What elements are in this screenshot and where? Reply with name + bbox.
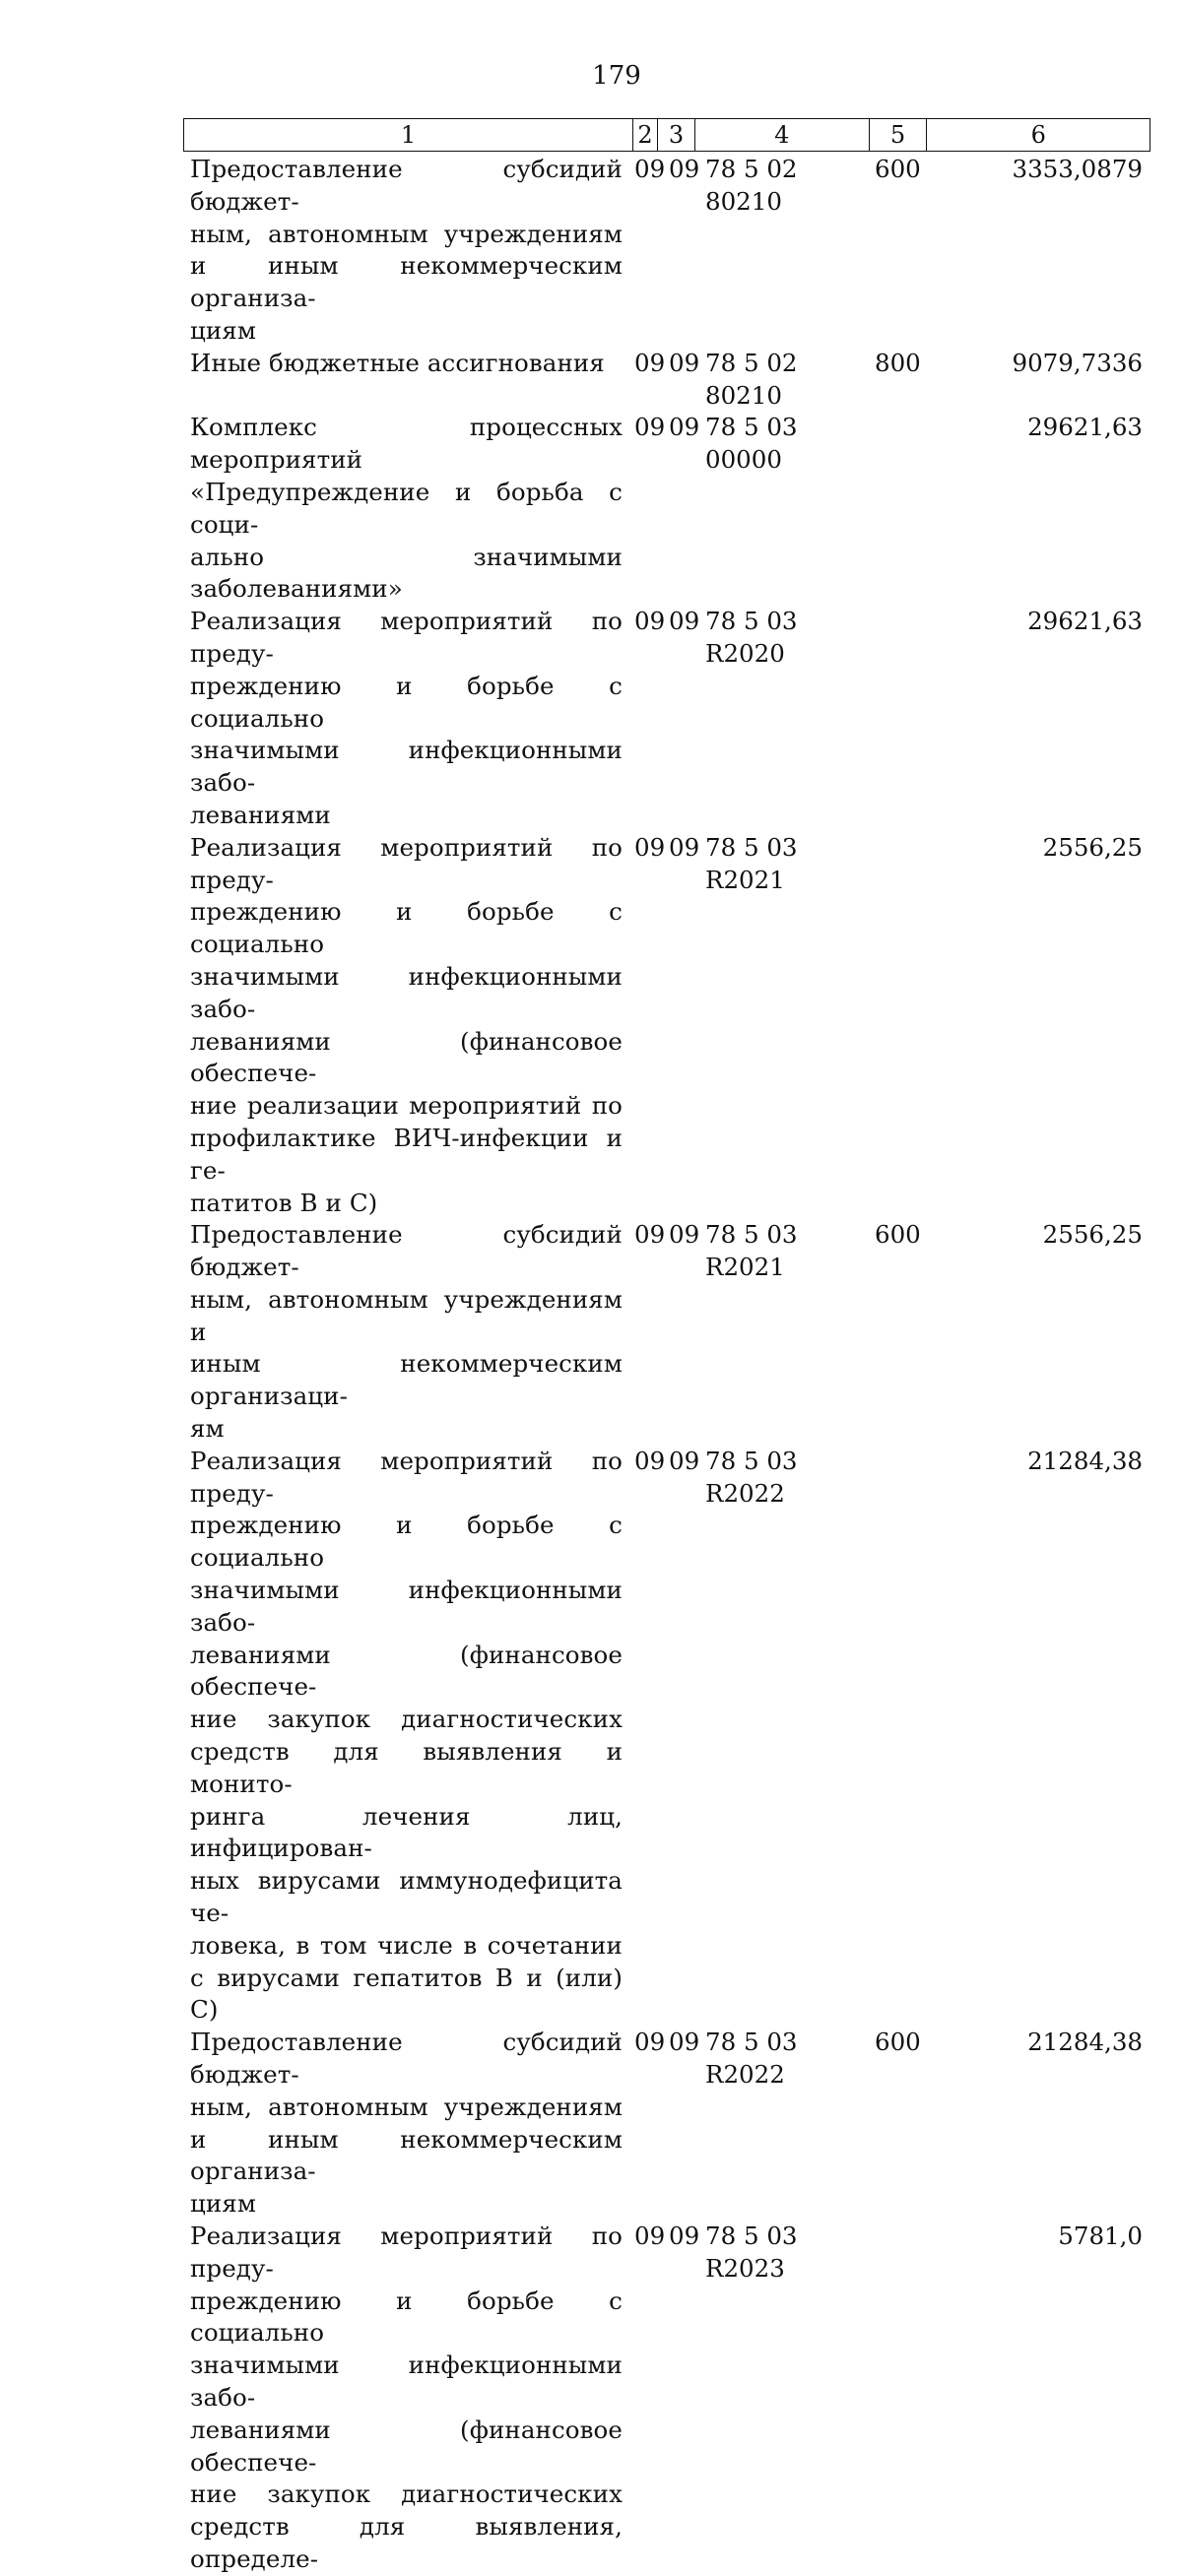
description-line: Реализация мероприятий по преду- <box>190 832 623 894</box>
description-line: и иным некоммерческим организа- <box>190 251 623 313</box>
description-line: ным, автономным учреждениям <box>190 2092 623 2121</box>
subsection-code: 09 <box>669 348 700 377</box>
subsection-code: 09 <box>669 413 700 442</box>
page-number: 179 <box>592 61 641 91</box>
table-row <box>190 412 1155 606</box>
table-row <box>190 2221 1155 2576</box>
description-line: «Предупреждение и борьба с соци- <box>190 477 623 539</box>
header-col-5: 5 <box>870 119 928 151</box>
description-line: Реализация мероприятий по преду- <box>190 1446 623 1508</box>
target-article-code: 78 5 03 R2022 <box>705 1446 798 1508</box>
target-article-code: 78 5 03 R2021 <box>705 1220 798 1282</box>
expense-type-code: 600 <box>875 2028 921 2057</box>
description-line: Реализация мероприятий по преду- <box>190 607 623 668</box>
table-row <box>190 832 1155 1220</box>
amount: 29621,63 <box>1027 413 1143 442</box>
description-line: профилактике ВИЧ-инфекции и ге- <box>190 1123 623 1185</box>
expense-type-code <box>875 832 946 1220</box>
subsection-code: 09 <box>669 607 700 636</box>
description-line: ным, автономным учреждениям <box>190 219 623 248</box>
row-description <box>190 412 623 606</box>
row-description <box>190 1219 623 1446</box>
amount: 29621,63 <box>1027 607 1143 636</box>
row-description <box>190 348 623 413</box>
header-col-1: 1 <box>184 119 633 151</box>
amount: 9079,7336 <box>1012 348 1143 377</box>
description-line: преждению и борьбе с социально <box>190 1511 623 1573</box>
table-row <box>190 348 1155 413</box>
target-article-code: 78 5 02 80210 <box>705 348 798 410</box>
row-description <box>190 1446 623 2027</box>
description-line: Предоставление субсидий бюджет- <box>190 2028 623 2090</box>
table-row <box>190 1219 1155 1446</box>
amount: 2556,25 <box>1042 1220 1143 1250</box>
expense-type-code: 600 <box>875 155 921 183</box>
description-line: Предоставление субсидий бюджет- <box>190 155 623 216</box>
target-article-code: 78 5 03 R2023 <box>705 2222 798 2283</box>
description-line: ние реализации мероприятий по <box>190 1091 623 1121</box>
expense-type-code <box>875 2221 946 2576</box>
description-line: и иным некоммерческим организа- <box>190 2124 623 2186</box>
target-article-code: 78 5 03 R2021 <box>705 832 798 894</box>
table-body <box>190 154 1155 2576</box>
table-row <box>190 2027 1155 2221</box>
section-code: 09 <box>634 607 666 636</box>
description-line: леваниями <box>190 800 331 829</box>
expense-type-code <box>875 412 946 606</box>
expense-type-code: 600 <box>875 1220 921 1250</box>
section-code: 09 <box>634 1220 666 1250</box>
description-line: ловека, в том числе в сочетании <box>190 1930 623 1960</box>
description-line: ям <box>190 1414 225 1444</box>
target-article-code: 78 5 03 00000 <box>705 413 798 475</box>
description-line: средств для выявления, определе- <box>190 2512 623 2573</box>
subsection-code: 09 <box>669 1446 700 1475</box>
table-header <box>183 118 1150 152</box>
amount: 3353,0879 <box>1012 155 1143 183</box>
section-code: 09 <box>634 1446 666 1475</box>
expense-type-code <box>875 606 946 832</box>
header-col-2: 2 <box>633 119 658 151</box>
description-line: преждению и борьбе с социально <box>190 897 623 959</box>
amount: 5781,0 <box>1058 2222 1143 2250</box>
row-description <box>190 2221 623 2576</box>
section-code: 09 <box>634 2028 666 2057</box>
description-line: ально значимыми заболеваниями» <box>190 542 623 604</box>
row-description <box>190 832 623 1220</box>
description-line: ным, автономным учреждениям и <box>190 1284 623 1346</box>
description-line: значимыми инфекционными забо- <box>190 2351 623 2412</box>
description-line: патитов В и С) <box>190 1188 378 1217</box>
section-code: 09 <box>634 413 666 442</box>
expense-type-code <box>875 1446 946 2027</box>
target-article-code: 78 5 03 R2022 <box>705 2028 798 2090</box>
row-description <box>190 606 623 832</box>
description-line: циям <box>190 2189 256 2219</box>
subsection-code: 09 <box>669 2222 700 2250</box>
amount: 21284,38 <box>1027 2028 1143 2057</box>
description-line: преждению и борьбе с социально <box>190 2286 623 2348</box>
row-description <box>190 154 623 348</box>
section-code: 09 <box>634 832 666 862</box>
section-code: 09 <box>634 2222 666 2250</box>
header-col-3: 3 <box>658 119 695 151</box>
description-line: ринга лечения лиц, инфицирован- <box>190 1801 623 1863</box>
row-description <box>190 2027 623 2221</box>
header-col-4: 4 <box>695 119 870 151</box>
description-line: Предоставление субсидий бюджет- <box>190 1220 623 1282</box>
description-line: ние закупок диагностических <box>190 2479 623 2509</box>
description-line: преждению и борьбе с социально <box>190 671 623 733</box>
header-col-6: 6 <box>1030 121 1046 149</box>
description-line: значимыми инфекционными забо- <box>190 736 623 798</box>
table-row <box>190 154 1155 348</box>
description-line: значимыми инфекционными забо- <box>190 1576 623 1637</box>
subsection-code: 09 <box>669 832 700 862</box>
description-line: с вирусами гепатитов В и (или) С) <box>190 1963 623 2025</box>
table-row <box>190 606 1155 832</box>
description-line: ние закупок диагностических <box>190 1705 623 1734</box>
amount: 2556,25 <box>1042 832 1143 862</box>
description-line: Иные бюджетные ассигнования <box>190 348 605 377</box>
description-line: леваниями (финансовое обеспече- <box>190 1026 623 1088</box>
expense-type-code: 800 <box>875 348 921 377</box>
description-line: леваниями (финансовое обеспече- <box>190 1640 623 1702</box>
description-line: ных вирусами иммунодефицита че- <box>190 1866 623 1928</box>
description-line: средств для выявления и монито- <box>190 1737 623 1798</box>
section-code: 09 <box>634 155 666 183</box>
subsection-code: 09 <box>669 155 700 183</box>
section-code: 09 <box>634 348 666 377</box>
subsection-code: 09 <box>669 1220 700 1250</box>
description-line: леваниями (финансовое обеспече- <box>190 2415 623 2477</box>
subsection-code: 09 <box>669 2028 700 2057</box>
description-line: циям <box>190 315 256 345</box>
table-row <box>190 1446 1155 2027</box>
description-line: Комплекс процессных мероприятий <box>190 413 623 475</box>
description-line: Реализация мероприятий по преду- <box>190 2222 623 2283</box>
description-line: иным некоммерческим организаци- <box>190 1349 623 1411</box>
amount: 21284,38 <box>1027 1446 1143 1475</box>
target-article-code: 78 5 03 R2020 <box>705 607 798 668</box>
description-line: значимыми инфекционными забо- <box>190 961 623 1023</box>
target-article-code: 78 5 02 80210 <box>705 155 798 216</box>
